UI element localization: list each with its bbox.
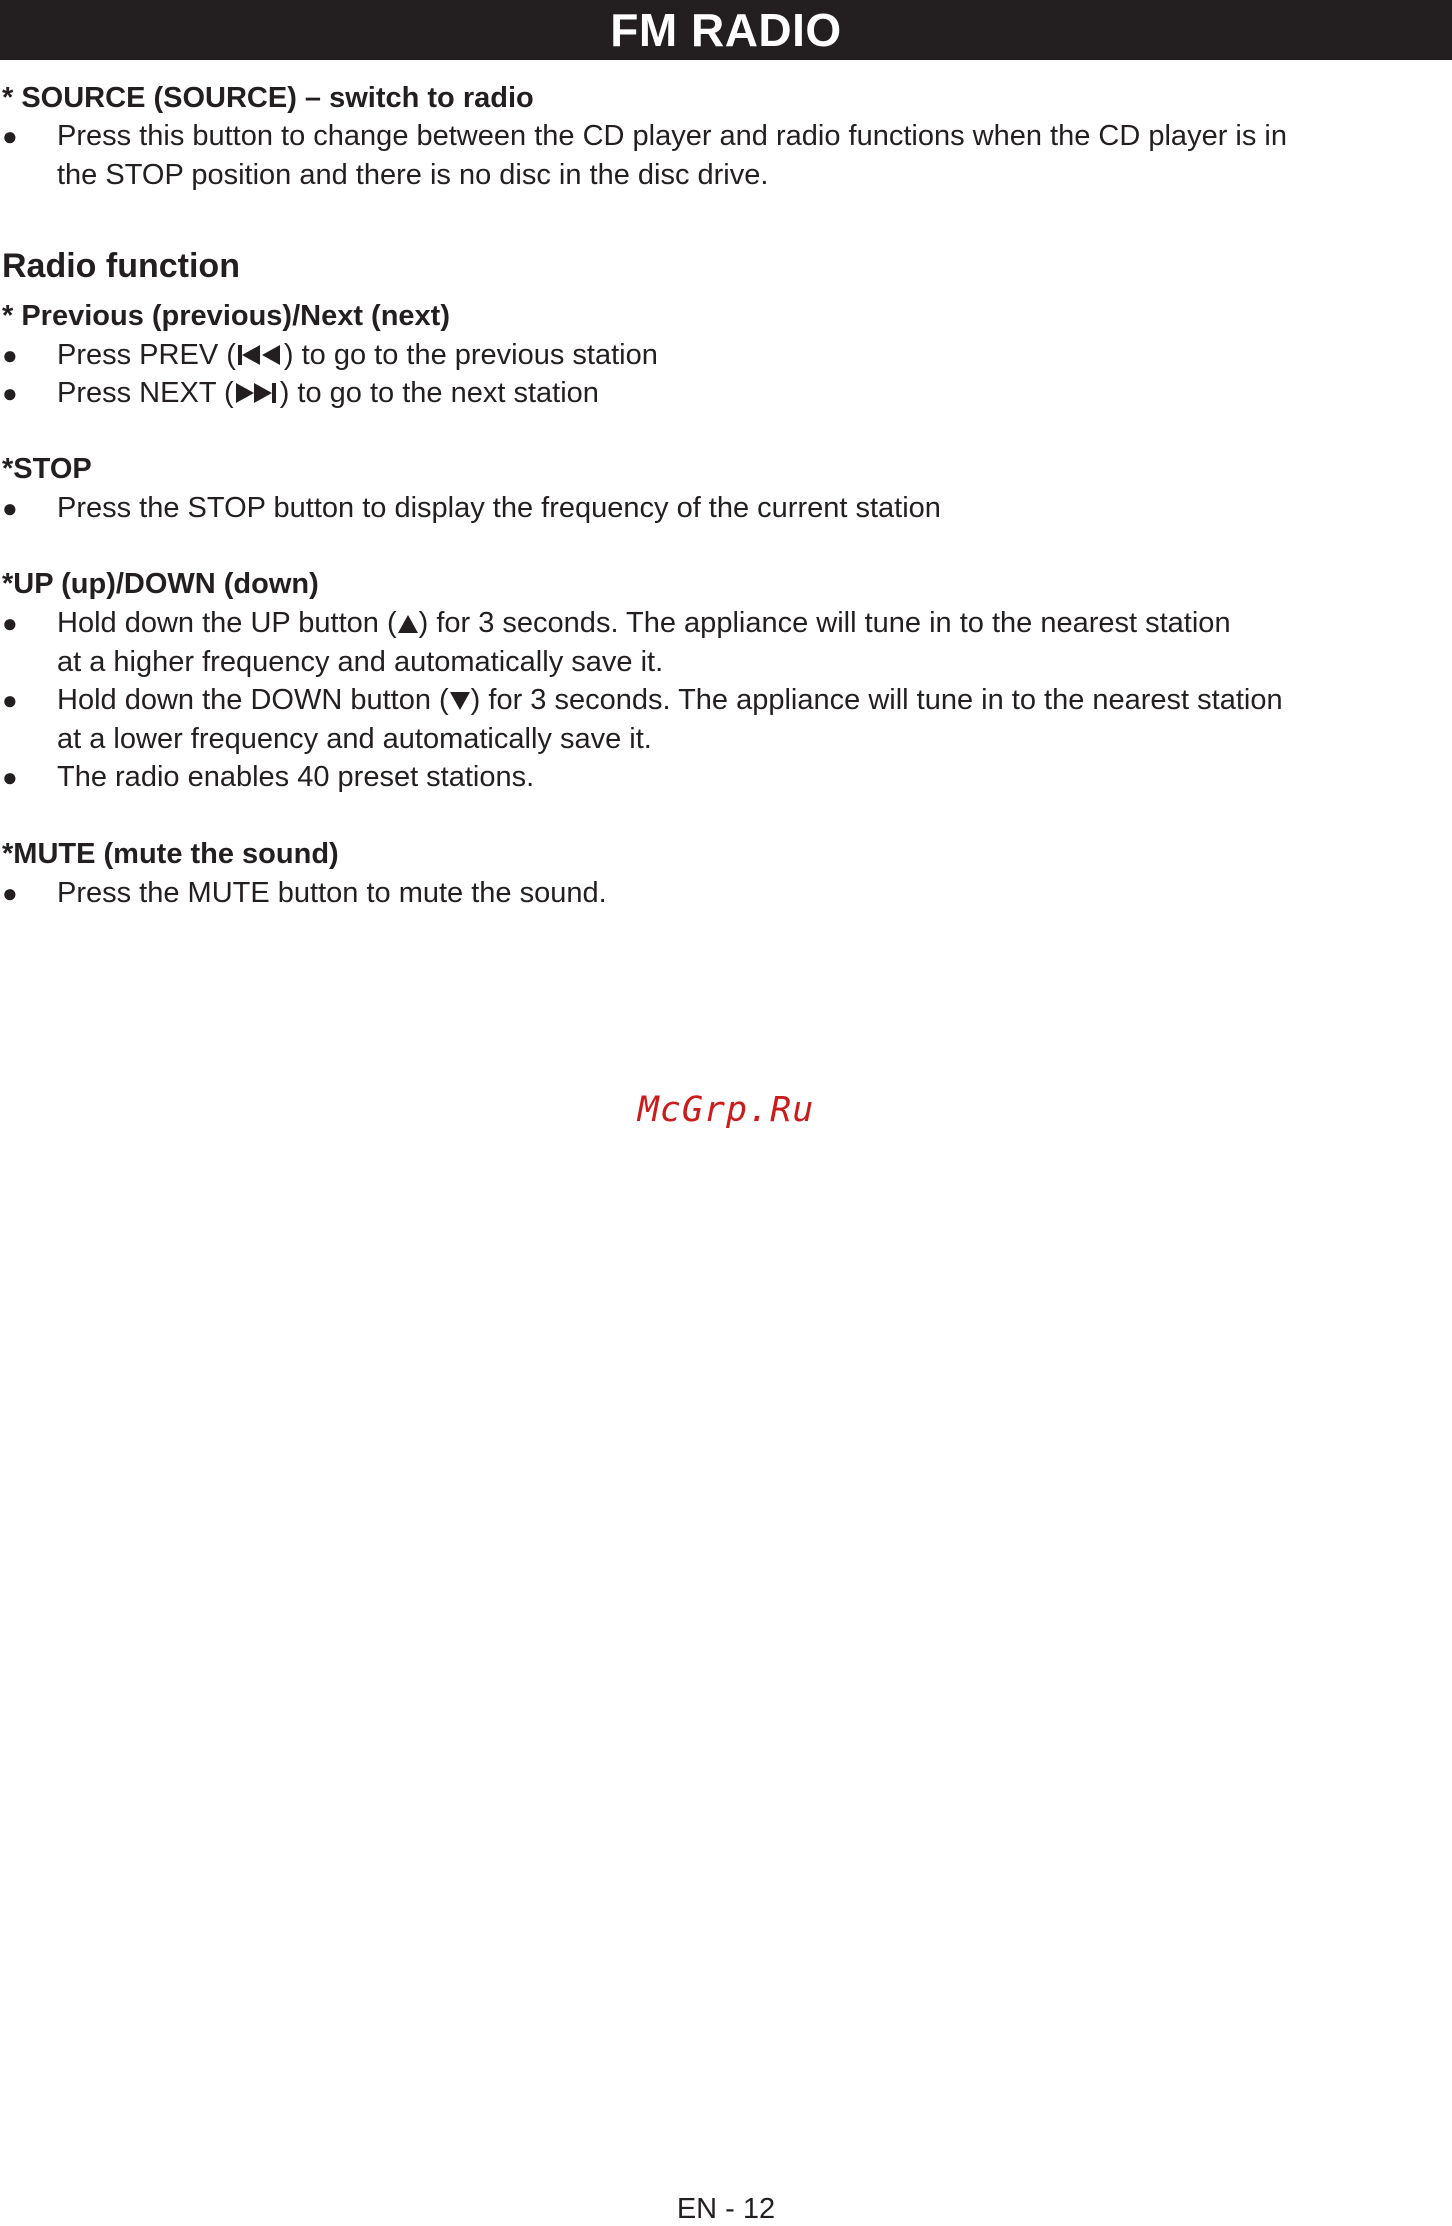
bullet-line: at a higher frequency and automatically save it.: [57, 645, 664, 678]
bullet-text-part: Press NEXT (: [57, 377, 234, 409]
bullet-text: [57, 336, 1437, 375]
header-bar: [0, 0, 1452, 60]
stop-heading: *STOP: [2, 453, 92, 485]
skip-previous-icon: [236, 336, 284, 375]
bullet-text-part: ) to go to the previous station: [283, 339, 658, 371]
bullet-icon: ●: [2, 878, 18, 908]
bullet-icon: ●: [2, 762, 18, 792]
up-down-heading: *UP (up)/DOWN (down): [2, 568, 319, 600]
bullet-text: [57, 681, 1437, 758]
bullet-text-part: Hold down the DOWN button (: [57, 684, 449, 716]
up-triangle-icon: [397, 604, 419, 643]
bullet-text-part: Hold down the UP button (: [57, 607, 397, 639]
watermark: McGrp.Ru: [637, 1090, 815, 1130]
mute-heading: *MUTE (mute the sound): [2, 838, 339, 870]
bullet-icon: ●: [2, 493, 18, 523]
bullet-text: Press the STOP button to display the frequency of the current station: [57, 492, 941, 524]
bullet-text: [57, 117, 1437, 194]
down-triangle-icon: [449, 681, 471, 720]
bullet-line: at a lower frequency and automatically save it.: [57, 722, 652, 755]
bullet-icon: ●: [2, 608, 18, 638]
bullet-text: [57, 604, 1437, 681]
bullet-line: Press this button to change between the CD player and radio functions when the CD player is in: [57, 120, 1287, 152]
bullet-icon: ●: [2, 340, 18, 370]
bullet-line: [57, 604, 1437, 643]
bullet-text: [57, 374, 1437, 413]
bullet-text: The radio enables 40 preset stations.: [57, 761, 535, 793]
bullet-line: the STOP position and there is no disc in the disc drive.: [57, 158, 769, 191]
source-heading: * SOURCE (SOURCE) – switch to radio: [2, 82, 534, 114]
bullet-icon: ●: [2, 378, 18, 408]
bullet-text: Press the MUTE button to mute the sound.: [57, 877, 607, 909]
page-number: EN - 12: [676, 2193, 776, 2225]
skip-next-icon: [234, 374, 280, 413]
bullet-icon: ●: [2, 685, 18, 715]
bullet-text-part: ) for 3 seconds. The appliance will tune in to the nearest station: [418, 607, 1231, 639]
bullet-text-part: ) to go to the next station: [279, 377, 599, 409]
bullet-text-part: Press PREV (: [57, 339, 236, 371]
radio-function-title: Radio function: [2, 247, 240, 285]
page-title: FM RADIO: [610, 4, 842, 56]
bullet-text-part: ) for 3 seconds. The appliance will tune in to the nearest station: [470, 684, 1283, 716]
bullet-icon: ●: [2, 121, 18, 151]
prev-next-heading: * Previous (previous)/Next (next): [2, 300, 450, 332]
bullet-line: [57, 681, 1437, 720]
